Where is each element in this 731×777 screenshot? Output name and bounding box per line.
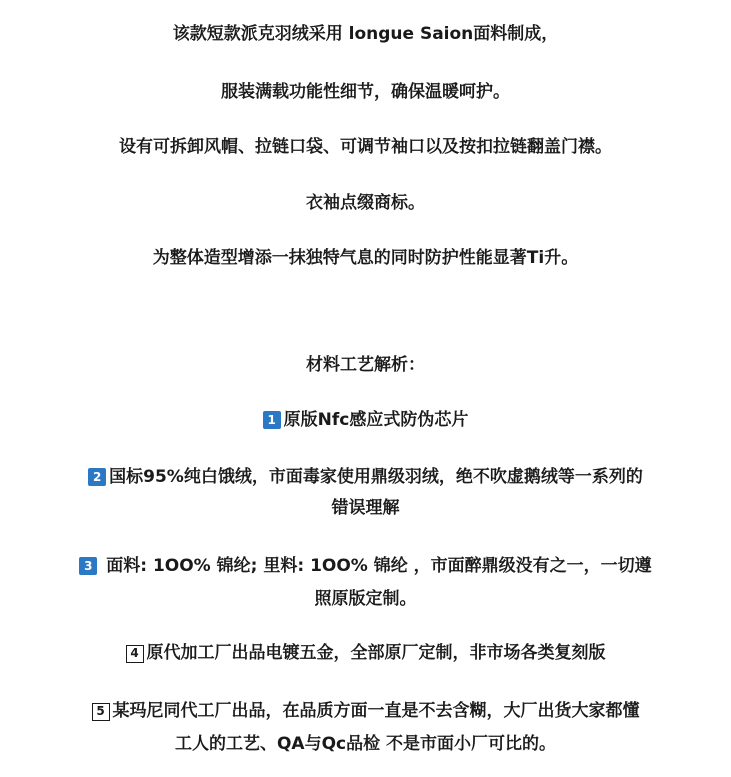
list-item-5-continuation: 工人的工艺、QA与Qc品检 不是市面小厂可比的。: [174, 734, 557, 754]
number-5-badge-icon: 5: [92, 703, 110, 721]
number-3-badge-icon: 3: [79, 557, 97, 575]
list-item-3: [0, 555, 731, 577]
list-item-1-text: 原版Nfc感应式防伪芯片: [283, 410, 469, 430]
list-item-4: [0, 642, 731, 664]
intro-line-3: 设有可拆卸风帽、拉链口袋、可调节袖口以及按扣拉链翻盖门襟。: [119, 137, 612, 157]
list-item-2: [0, 466, 731, 488]
list-item-1: [0, 409, 731, 431]
list-item-2-continuation: 错误理解: [331, 498, 400, 518]
intro-line-2: 服装满载功能性细节，确保温暖呵护。: [221, 82, 510, 102]
list-item-3-continuation: 照原版定制。: [314, 589, 417, 609]
number-1-badge-icon: 1: [263, 411, 281, 429]
section-title: 材料工艺解析：: [306, 355, 425, 375]
intro-line-4: 衣袖点缀商标。: [306, 193, 425, 213]
intro-line-1: 该款短款派克羽绒采用 longue Saion面料制成，: [172, 24, 559, 44]
number-4-badge-icon: 4: [126, 645, 144, 663]
number-2-badge-icon: 2: [88, 468, 106, 486]
list-item-3-text: 面料: 1OO% 锦纶; 里料: 1OO% 锦纶 ，市面醉鼎级没有之一，一切遵: [100, 556, 652, 576]
list-item-4-text: 原代加工厂出品电镀五金，全部原厂定制，非市场各类复刻版: [146, 643, 606, 663]
list-item-5-text: 某玛尼同代工厂出品，在品质方面一直是不去含糊，大厂出货大家都懂: [112, 701, 640, 721]
intro-line-5: 为整体造型增添一抹独特气息的同时防护性能显著Ti升。: [152, 248, 579, 268]
list-item-5: [0, 700, 731, 722]
list-item-2-text: 国标95%纯白饿绒，市面毒家使用鼎级羽绒，绝不吹虚鹅绒等一系列的: [109, 467, 643, 487]
